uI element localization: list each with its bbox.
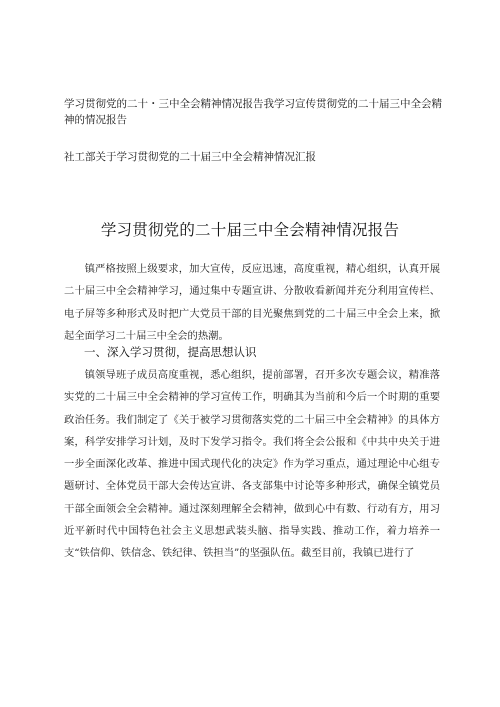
toc-item-2[interactable]: 社工部关于学习贯彻党的二十届三中全会精神情况汇报 (64, 151, 316, 163)
section-1-heading: 一、深入学习贯彻，提高思想认识 (84, 345, 257, 359)
document-title: 学习贯彻党的二十届三中全会精神情况报告 (100, 221, 400, 239)
toc-item-1[interactable]: 学习贯彻党的二十・三中全会精神情况报告我学习宣传贯彻党的二十届三中全会精神的情况报告 (64, 98, 442, 126)
section-1-paragraph: 镇领导班子成员高度重视，悉心组织，提前部署，召开多次专题会议，精准落实党的二十届三中全会精神的学习宣传工作，明确其为当前和今后一个时期的重要政治任务。我们制定了《关于被学习贯彻落实党的二十届三中全会精神》的具体方案，科学安排学习计划，及时下发学习指令。我们将全会公报和《中共中央关于进一步全面深化改革、推进中国式现代化的决定》作为学习重点，通过理论中心组专题研讨、全体党员干部大会传达宣讲、各支部集中讨论等多种形式，确保全镇党员干部全面领会全会精神。通过深刻理解全会精神，做到心中有数、行动有方，用习近平新时代中国特色社会主义思想武装头脑、指导实践、推动工作，着力培养一支“铁信仰、铁信念、铁纪律、铁担当”的坚强队伍。截至目前，我镇已进行了 (64, 369, 440, 560)
intro-paragraph: 镇严格按照上级要求，加大宣传，反应迅速，高度重视，精心组织，认真开展二十届三中全会精神学习，通过集中专题宣讲、分散收看新闻并充分利用宣传栏、电子屏等多种形式及时把广大党员干部的目光聚焦到党的二十届三中全会上来，掀起全面学习二十届三中全会的热潮。 (64, 263, 440, 342)
